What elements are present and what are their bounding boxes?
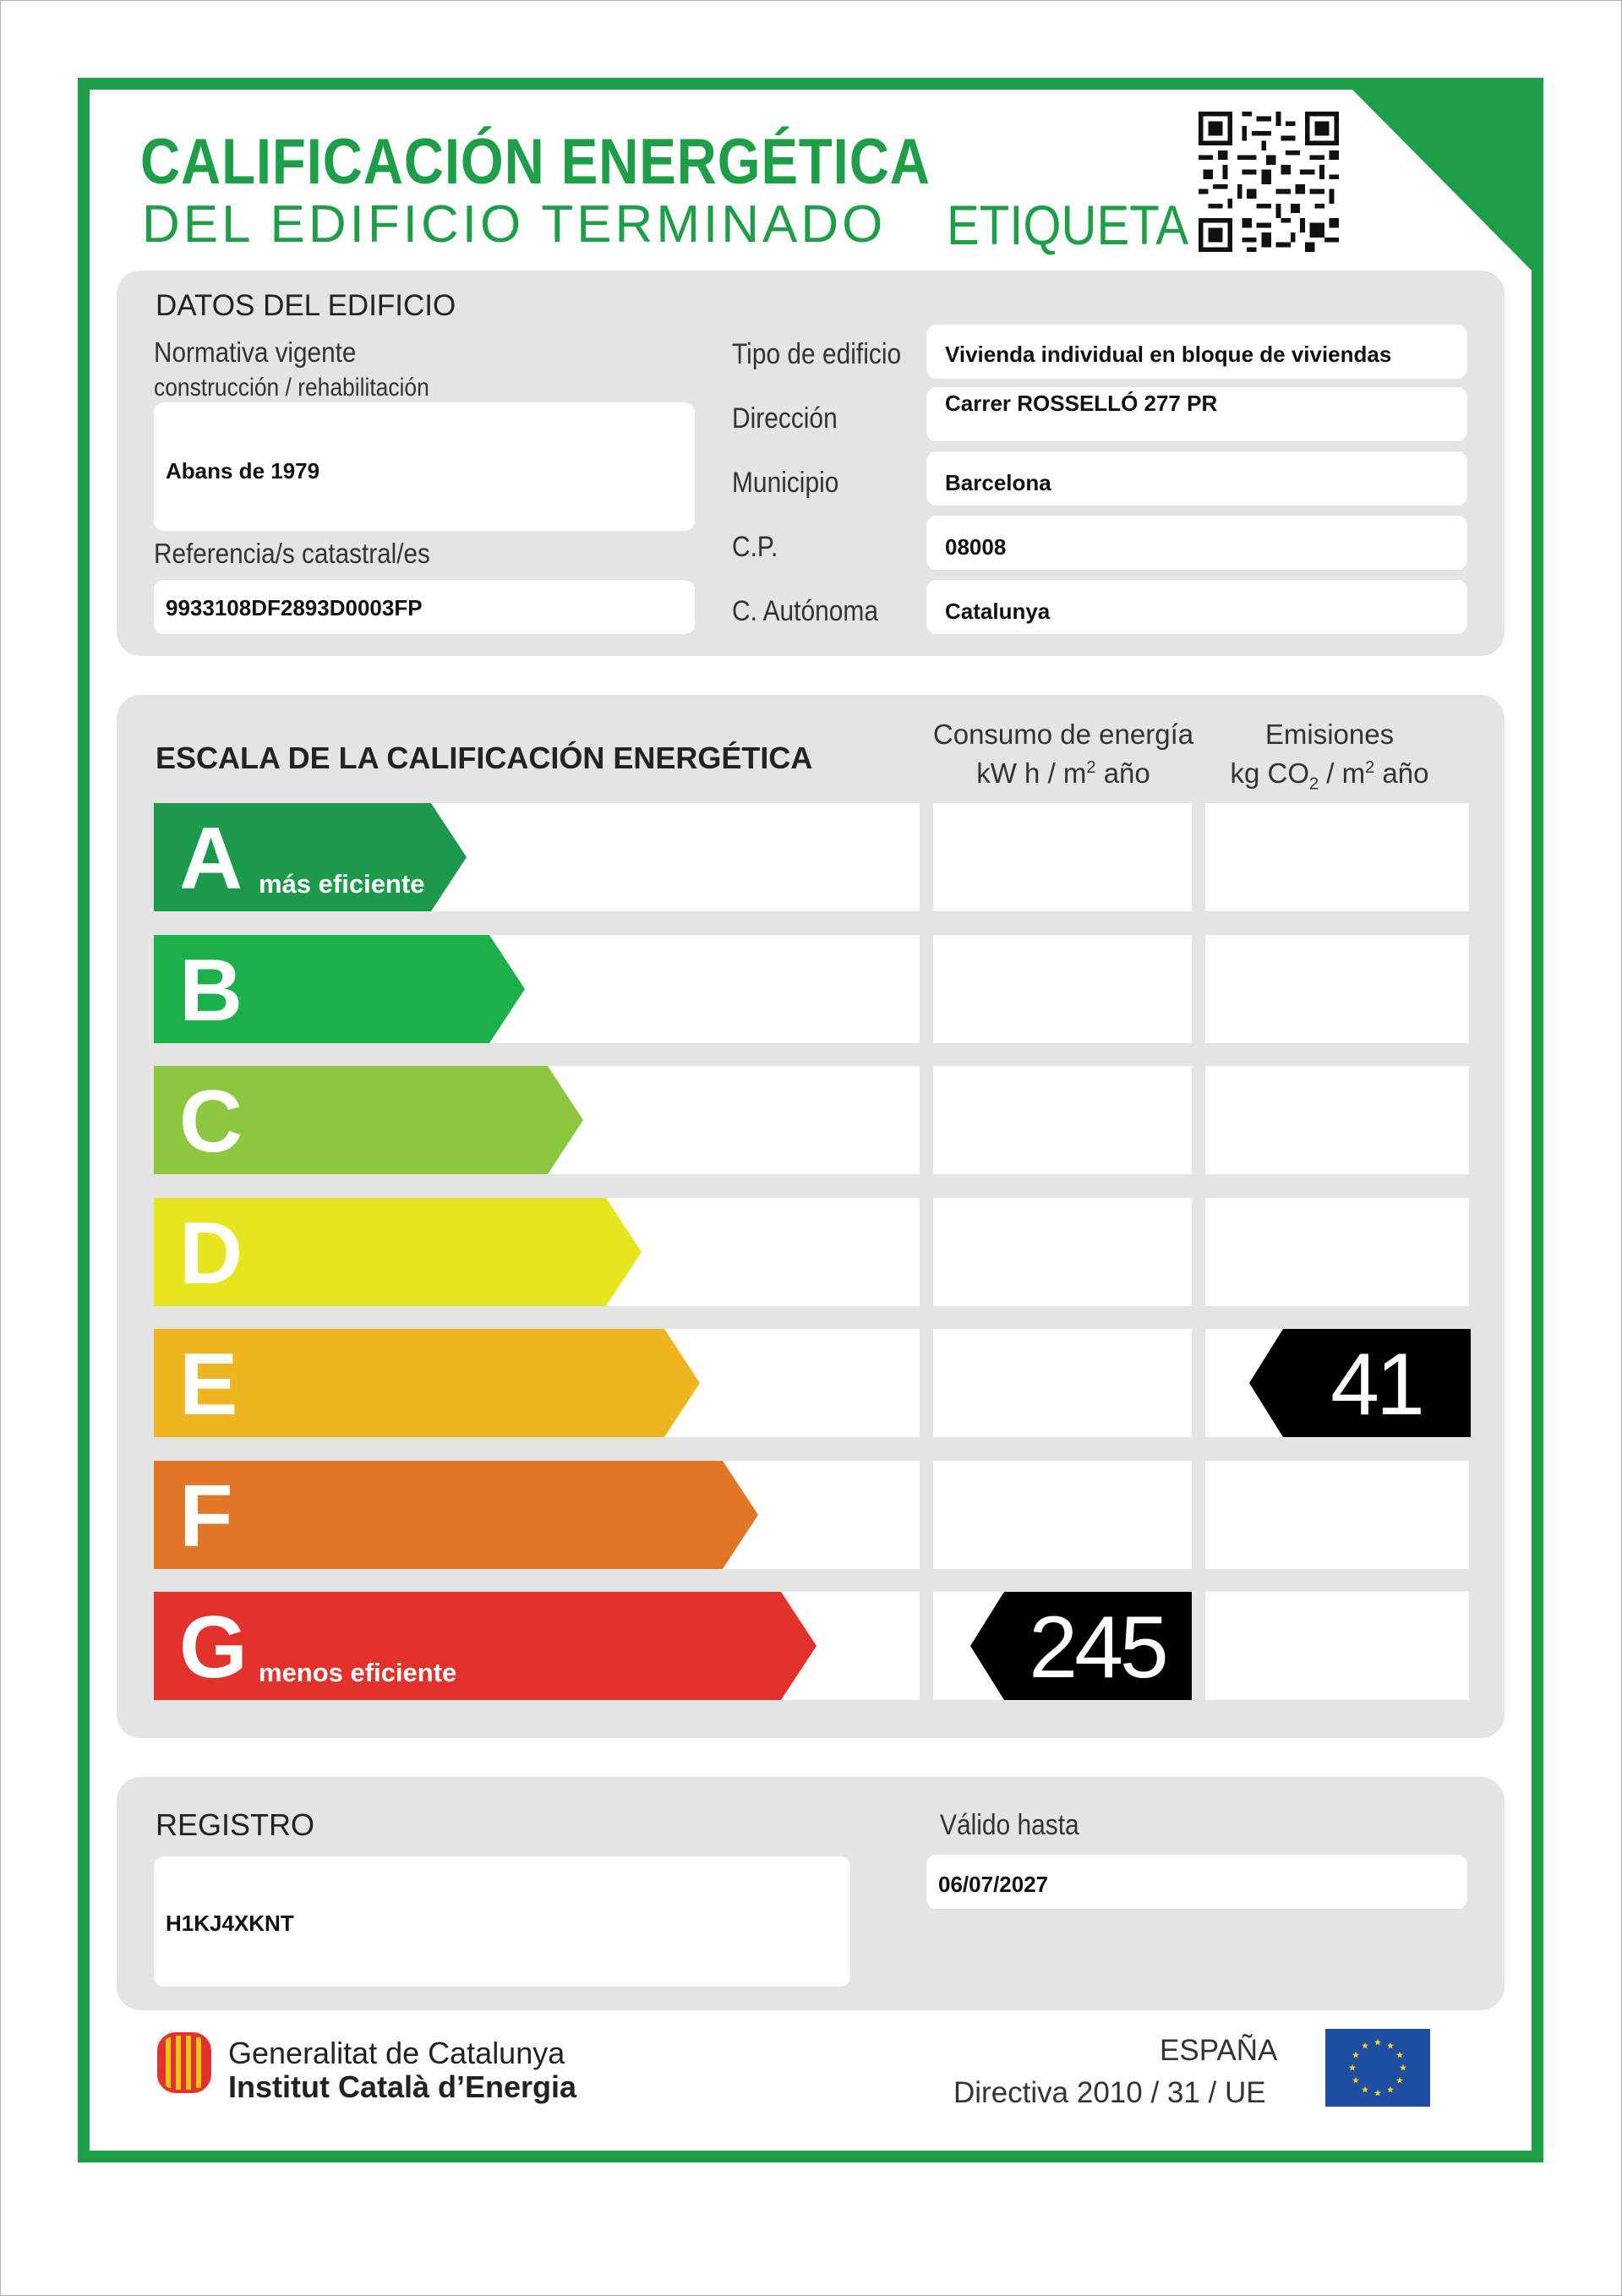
scale-section-title: ESCALA DE LA CALIFICACIÓN ENERGÉTICA (156, 741, 813, 775)
direccion-value-field (926, 387, 1467, 441)
registro-value-field (154, 1856, 850, 1987)
title-line2: DEL EDIFICIO TERMINADO (142, 195, 887, 254)
normativa-label-2: construcción / rehabilitación (154, 374, 429, 402)
emisiones-cell-d (1205, 1198, 1469, 1306)
consumo-header-line1: Consumo de energía (932, 719, 1194, 750)
registro-section-title: REGISTRO (156, 1807, 315, 1842)
municipio-value-field (926, 451, 1467, 506)
municipio-label: Municipio (732, 467, 839, 499)
class-letter-e: E (179, 1336, 238, 1434)
consumo-rating-value: 245 (1029, 1599, 1166, 1697)
emisiones-cell-f (1205, 1461, 1469, 1569)
municipio-value: Barcelona (945, 470, 1051, 495)
consumo-cell-c (933, 1066, 1192, 1174)
registro-value: H1KJ4XKNT (166, 1911, 294, 1936)
emisiones-header-line1: Emisiones (1264, 719, 1395, 750)
tipo-value: Vivienda individual en bloque de viviendas (945, 342, 1392, 367)
normativa-label-1: Normativa vigente (154, 336, 357, 368)
generalitat-logo-icon (157, 2032, 211, 2093)
direccion-label: Dirección (732, 402, 838, 435)
valido-value: 06/07/2027 (938, 1872, 1049, 1897)
consumo-cell-e (933, 1329, 1192, 1437)
class-letter-d: D (179, 1204, 243, 1303)
autonoma-value: Catalunya (945, 599, 1051, 624)
emisiones-cell-b (1205, 935, 1469, 1043)
emisiones-cell-a (1205, 803, 1469, 911)
directive: Directiva 2010 / 31 / UE (953, 2076, 1266, 2109)
normativa-value: Abans de 1979 (166, 458, 320, 484)
class-arrow-f (154, 1461, 758, 1569)
consumo-cell-b (933, 935, 1192, 1043)
class-letter-b: B (179, 941, 243, 1040)
class-letter-g: G (179, 1599, 248, 1697)
class-note-a: más eficiente (259, 869, 425, 899)
corner-triangle (1352, 90, 1532, 271)
consumo-cell-d (933, 1198, 1192, 1306)
building-section-title: DATOS DEL EDIFICIO (156, 289, 456, 322)
normativa-value-field (154, 402, 695, 531)
class-letter-a: A (179, 810, 243, 908)
emisiones-cell-g (1205, 1592, 1469, 1700)
org-line2: Institut Català d’Energia (228, 2069, 577, 2104)
emisiones-header-line2: kg $CO_2 / m^2$ año (1230, 757, 1429, 794)
referencia-value-field (154, 580, 695, 634)
direccion-value: Carrer ROSSELLÓ 277 PR (945, 391, 1218, 416)
emisiones-cell-c (1205, 1066, 1469, 1174)
autonoma-value-field (926, 580, 1467, 634)
cp-label: C.P. (732, 531, 778, 563)
class-letter-f: F (179, 1467, 233, 1566)
title-line1: CALIFICACIÓN ENERGÉTICA (140, 126, 931, 198)
referencia-label: Referencia/s catastral/es (154, 538, 430, 569)
referencia-value: 9933108DF2893D0003FP (166, 595, 423, 620)
consumo-header-line2: kW h / $m^2$ año (976, 757, 1150, 789)
eu-flag-icon (1325, 2029, 1430, 2107)
class-note-g: menos eficiente (259, 1658, 457, 1687)
label-tag: ETIQUETA (947, 194, 1189, 256)
valido-value-field (926, 1855, 1467, 1909)
country: ESPAÑA (1160, 2034, 1278, 2067)
qr-code-icon (1199, 112, 1339, 252)
tipo-label: Tipo de edificio (732, 338, 902, 370)
emisiones-rating-value: 41 (1330, 1336, 1422, 1434)
cp-value: 08008 (945, 534, 1007, 560)
class-letter-c: C (179, 1073, 243, 1171)
tipo-value-field (926, 325, 1467, 379)
class-arrow-g (154, 1592, 816, 1700)
autonoma-label: C. Autónoma (732, 595, 878, 627)
valido-label: Válido hasta (940, 1809, 1079, 1841)
consumo-cell-a (933, 803, 1192, 911)
consumo-cell-f (933, 1461, 1192, 1569)
cp-value-field (926, 516, 1467, 570)
org-line1: Generalitat de Catalunya (228, 2036, 565, 2070)
